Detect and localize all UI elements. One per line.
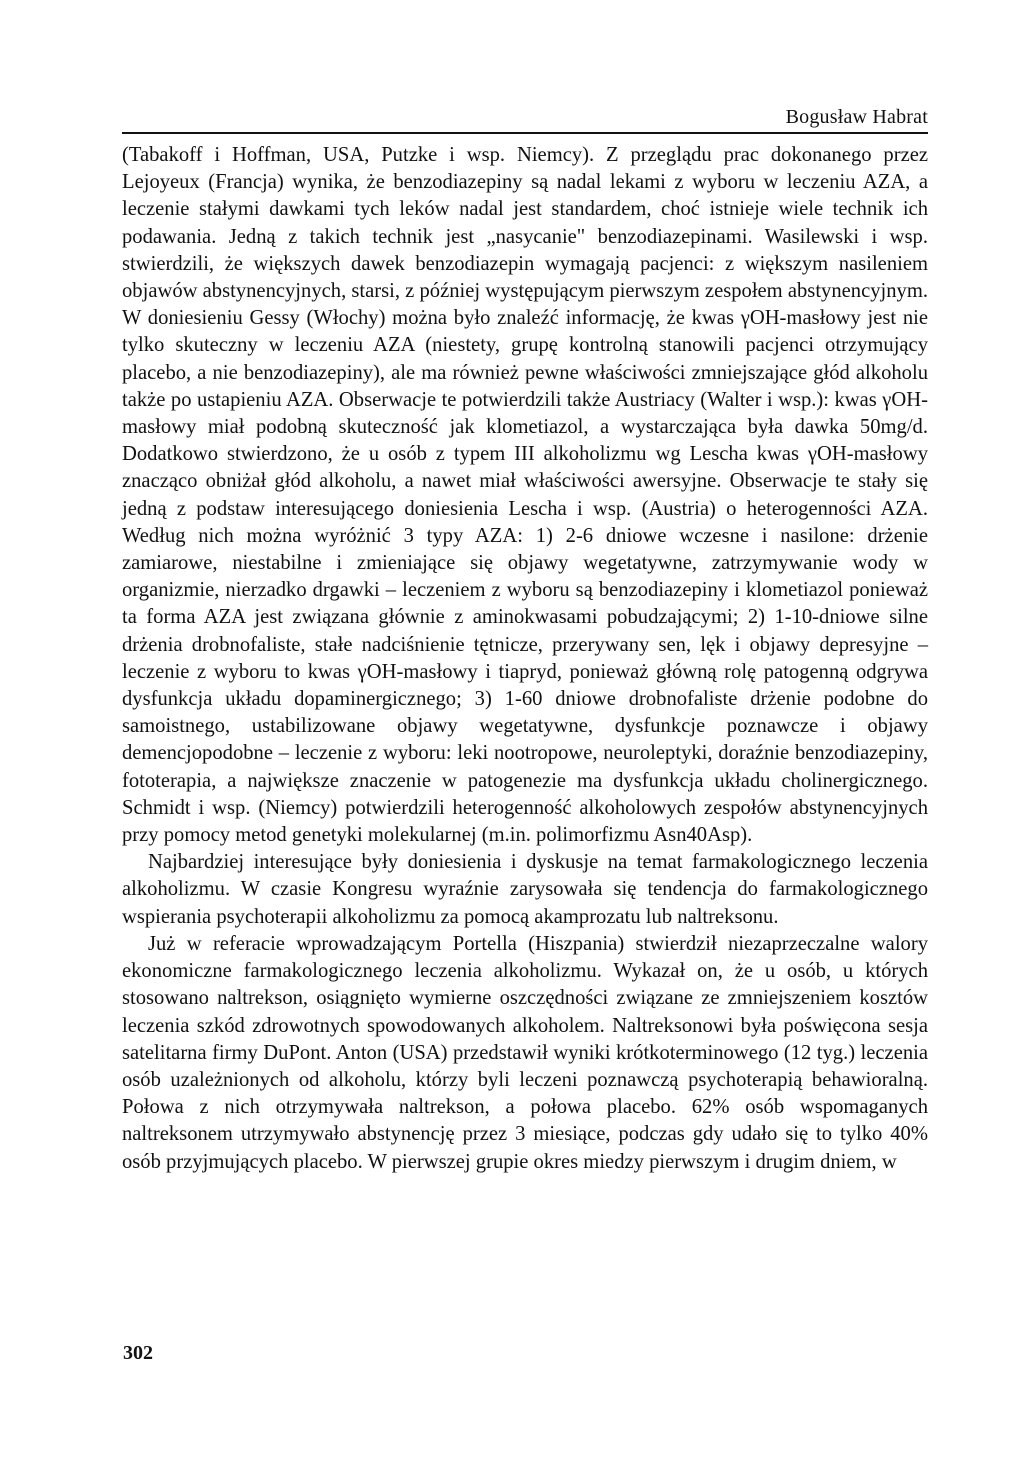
paragraph-2: Najbardziej interesujące były doniesienia i dyskusje na temat farmakologicznego leczenia alkoholizmu. W czasie Kongresu wyraźnie zarysowała się tendencja do farmakologicznego wspierania psychoterapii alkoholizmu za pomocą akamprozatu lub naltreksonu. bbox=[122, 851, 928, 928]
paragraph-1: (Tabakoff i Hoffman, USA, Putzke i wsp. Niemcy). Z przeglądu prac dokonanego przez Lejoyeux (Francja) wynika, że benzodiazepiny są nadal lekami z wyboru w leczeniu AZA, a leczenie stałymi dawkami tych leków nadal jest standardem, choć istnieje wiele technik ich podawania. Jedną z takich technik jest „nasycanie" benzodiazepinami. Wasilewski i wsp. stwierdzili, że większych dawek benzodiazepin wymagają pacjenci: z większym nasileniem objawów abstynencyjnych, starsi, z później występującym pierwszym zespołem abstynencyjnym. W doniesieniu Gessy (Włochy) można było znaleźć informację, że kwas γOH-masłowy jest nie tylko skuteczny w leczeniu AZA (niestety, grupę kontrolną stanowili pacjenci otrzymujący placebo, a nie benzodiazepiny), ale ma również pewne właściwości zmniejszające głód alkoholu także po ustapieniu AZA. Obserwacje te potwierdzili także Austriacy (Walter i wsp.): kwas γOH-masłowy miał podobną skuteczność jak klometiazol, a wystarczająca była dawka 50mg/d. Dodatkowo stwierdzono, że u osób z typem III alkoholizmu wg Lescha kwas γOH-masłowy znacząco obniżał głód alkoholu, a nawet miał właściwości awersyjne. Obserwacje te stały się jedną z podstaw interesującego doniesienia Lescha i wsp. (Austria) o heterogenności AZA. Według nich można wyróżnić 3 typy AZA: 1) 2-6 dniowe wczesne i nasilone: drżenie zamiarowe, niestabilne i zmieniające się objawy wegetatywne, zatrzymywanie wody w organizmie, nierzadko drgawki – leczeniem z wyboru są benzodiazepiny i klometiazol ponieważ ta forma AZA jest związana głównie z aminokwasami pobudzającymi; 2) 1-10-dniowe silne drżenia drobnofaliste, stałe nadciśnienie tętnicze, przerywany sen, lęk i objawy depresyjne – leczenie z wyboru to kwas γOH-masłowy i tiapryd, ponieważ główną rolę patogenną odgrywa dysfunkcja układu dopaminergicznego; 3) 1-60 dniowe drobnofaliste drżenie podobne do samoistnego, ustabilizowane objawy wegetatywne, dysfunkcje poznawcze i objawy demencjopodobne – leczenie z wyboru: leki nootropowe, neuroleptyki, doraźnie benzodiazepiny, fototerapia, a największe znaczenie w patogenezie ma dysfunkcja układu cholinergicznego. Schmidt i wsp. (Niemcy) potwierdzili heterogenność alkoholowych zespołów abstynencyjnych przy pomocy metod genetyki molekularnej (m.in. polimorfizmu Asn40Asp). bbox=[122, 144, 928, 847]
header-rule bbox=[122, 132, 928, 134]
running-header-author: Bogusław Habrat bbox=[785, 106, 928, 128]
page-number: 302 bbox=[123, 1342, 153, 1364]
paragraph-3: Już w referacie wprowadzającym Portella (Hiszpania) stwierdził niezaprzeczalne walory ekonomiczne farmakologicznego leczenia alkoholizmu. Wykazał on, że u osób, u których stosowano naltrekson, osiągnięto wymierne oszczędności związane ze zmniejszeniem kosztów leczenia szkód zdrowotnych spowodowanych alkoholem. Naltreksonowi była poświęcona sesja satelitarna firmy DuPont. Anton (USA) przedstawił wyniki krótkoterminowego (12 tyg.) leczenia osób uzależnionych od alkoholu, którzy byli leczeni poznawczą psychoterapią behawioralną. Połowa z nich otrzymywała naltrekson, a połowa placebo. 62% osób wspomaganych naltreksonem utrzymywało abstynencję przez 3 miesiące, podczas gdy udało się to tylko 40% osób przyjmujących placebo. W pierwszej grupie okres miedzy pierwszym i drugim dniem, w bbox=[122, 932, 928, 1173]
body-text bbox=[122, 142, 928, 1176]
